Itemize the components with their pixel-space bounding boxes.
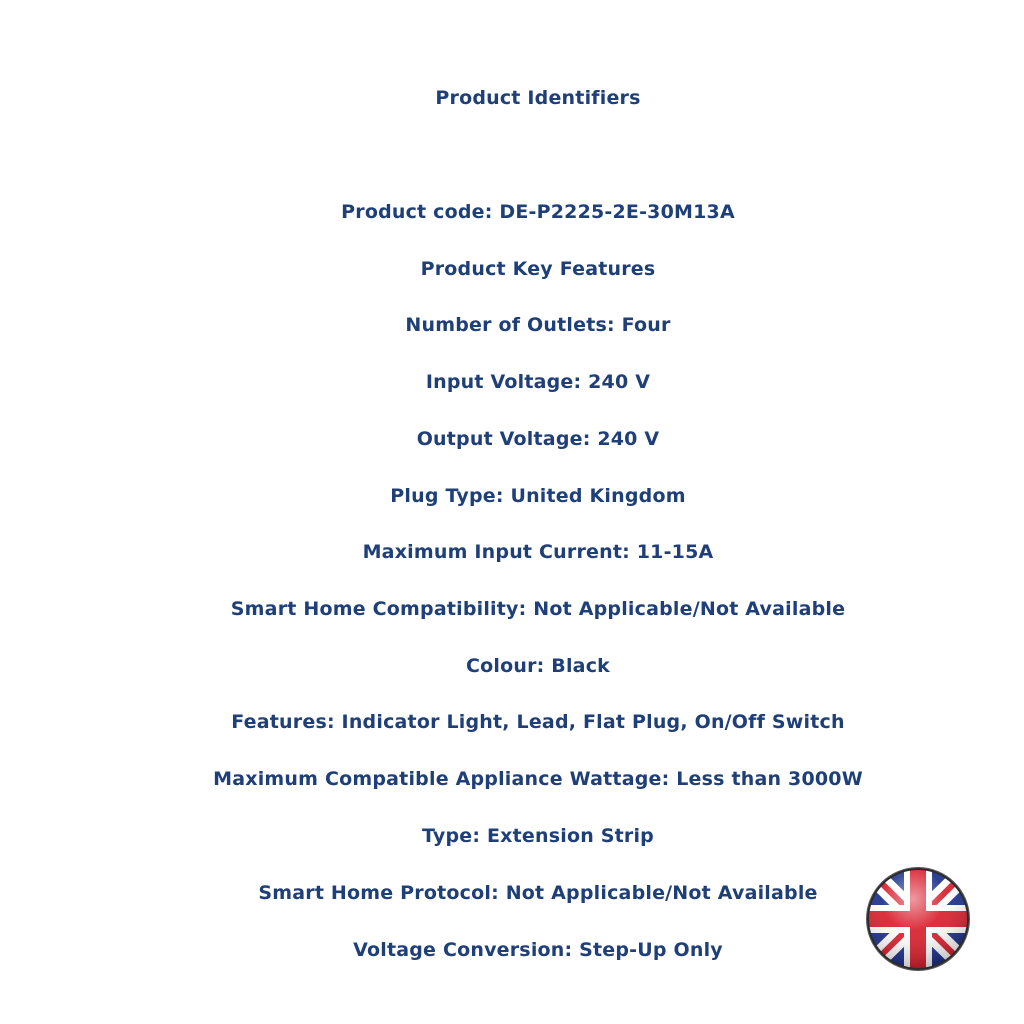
spec-line-smart-home-protocol: Smart Home Protocol: Not Applicable/Not Available [258,882,818,904]
spec-line-features: Features: Indicator Light, Lead, Flat Plug, On/Off Switch [231,711,845,733]
spec-line-key-features: Product Key Features [420,258,656,280]
spec-line-type: Type: Extension Strip [422,825,654,847]
spec-line-smart-home-compat: Smart Home Compatibility: Not Applicable/Not Available [230,598,846,620]
spec-line-voltage-conversion: Voltage Conversion: Step-Up Only [353,939,723,961]
heading: Product Identifiers [435,87,641,109]
uk-flag-icon [864,866,972,972]
spec-line-input-current: Maximum Input Current: 11-15A [362,541,714,563]
spec-line-outlets: Number of Outlets: Four [405,314,671,336]
spec-line-input-voltage: Input Voltage: 240 V [425,371,651,393]
spec-line-product-code: Product code: DE-P2225-2E-30M13A [341,201,735,223]
spec-line-plug-type: Plug Type: United Kingdom [390,485,686,507]
spec-line-wattage: Maximum Compatible Appliance Wattage: Less than 3000W [213,768,863,790]
spec-line-colour: Colour: Black [466,655,610,677]
spec-line-output-voltage: Output Voltage: 240 V [416,428,660,450]
